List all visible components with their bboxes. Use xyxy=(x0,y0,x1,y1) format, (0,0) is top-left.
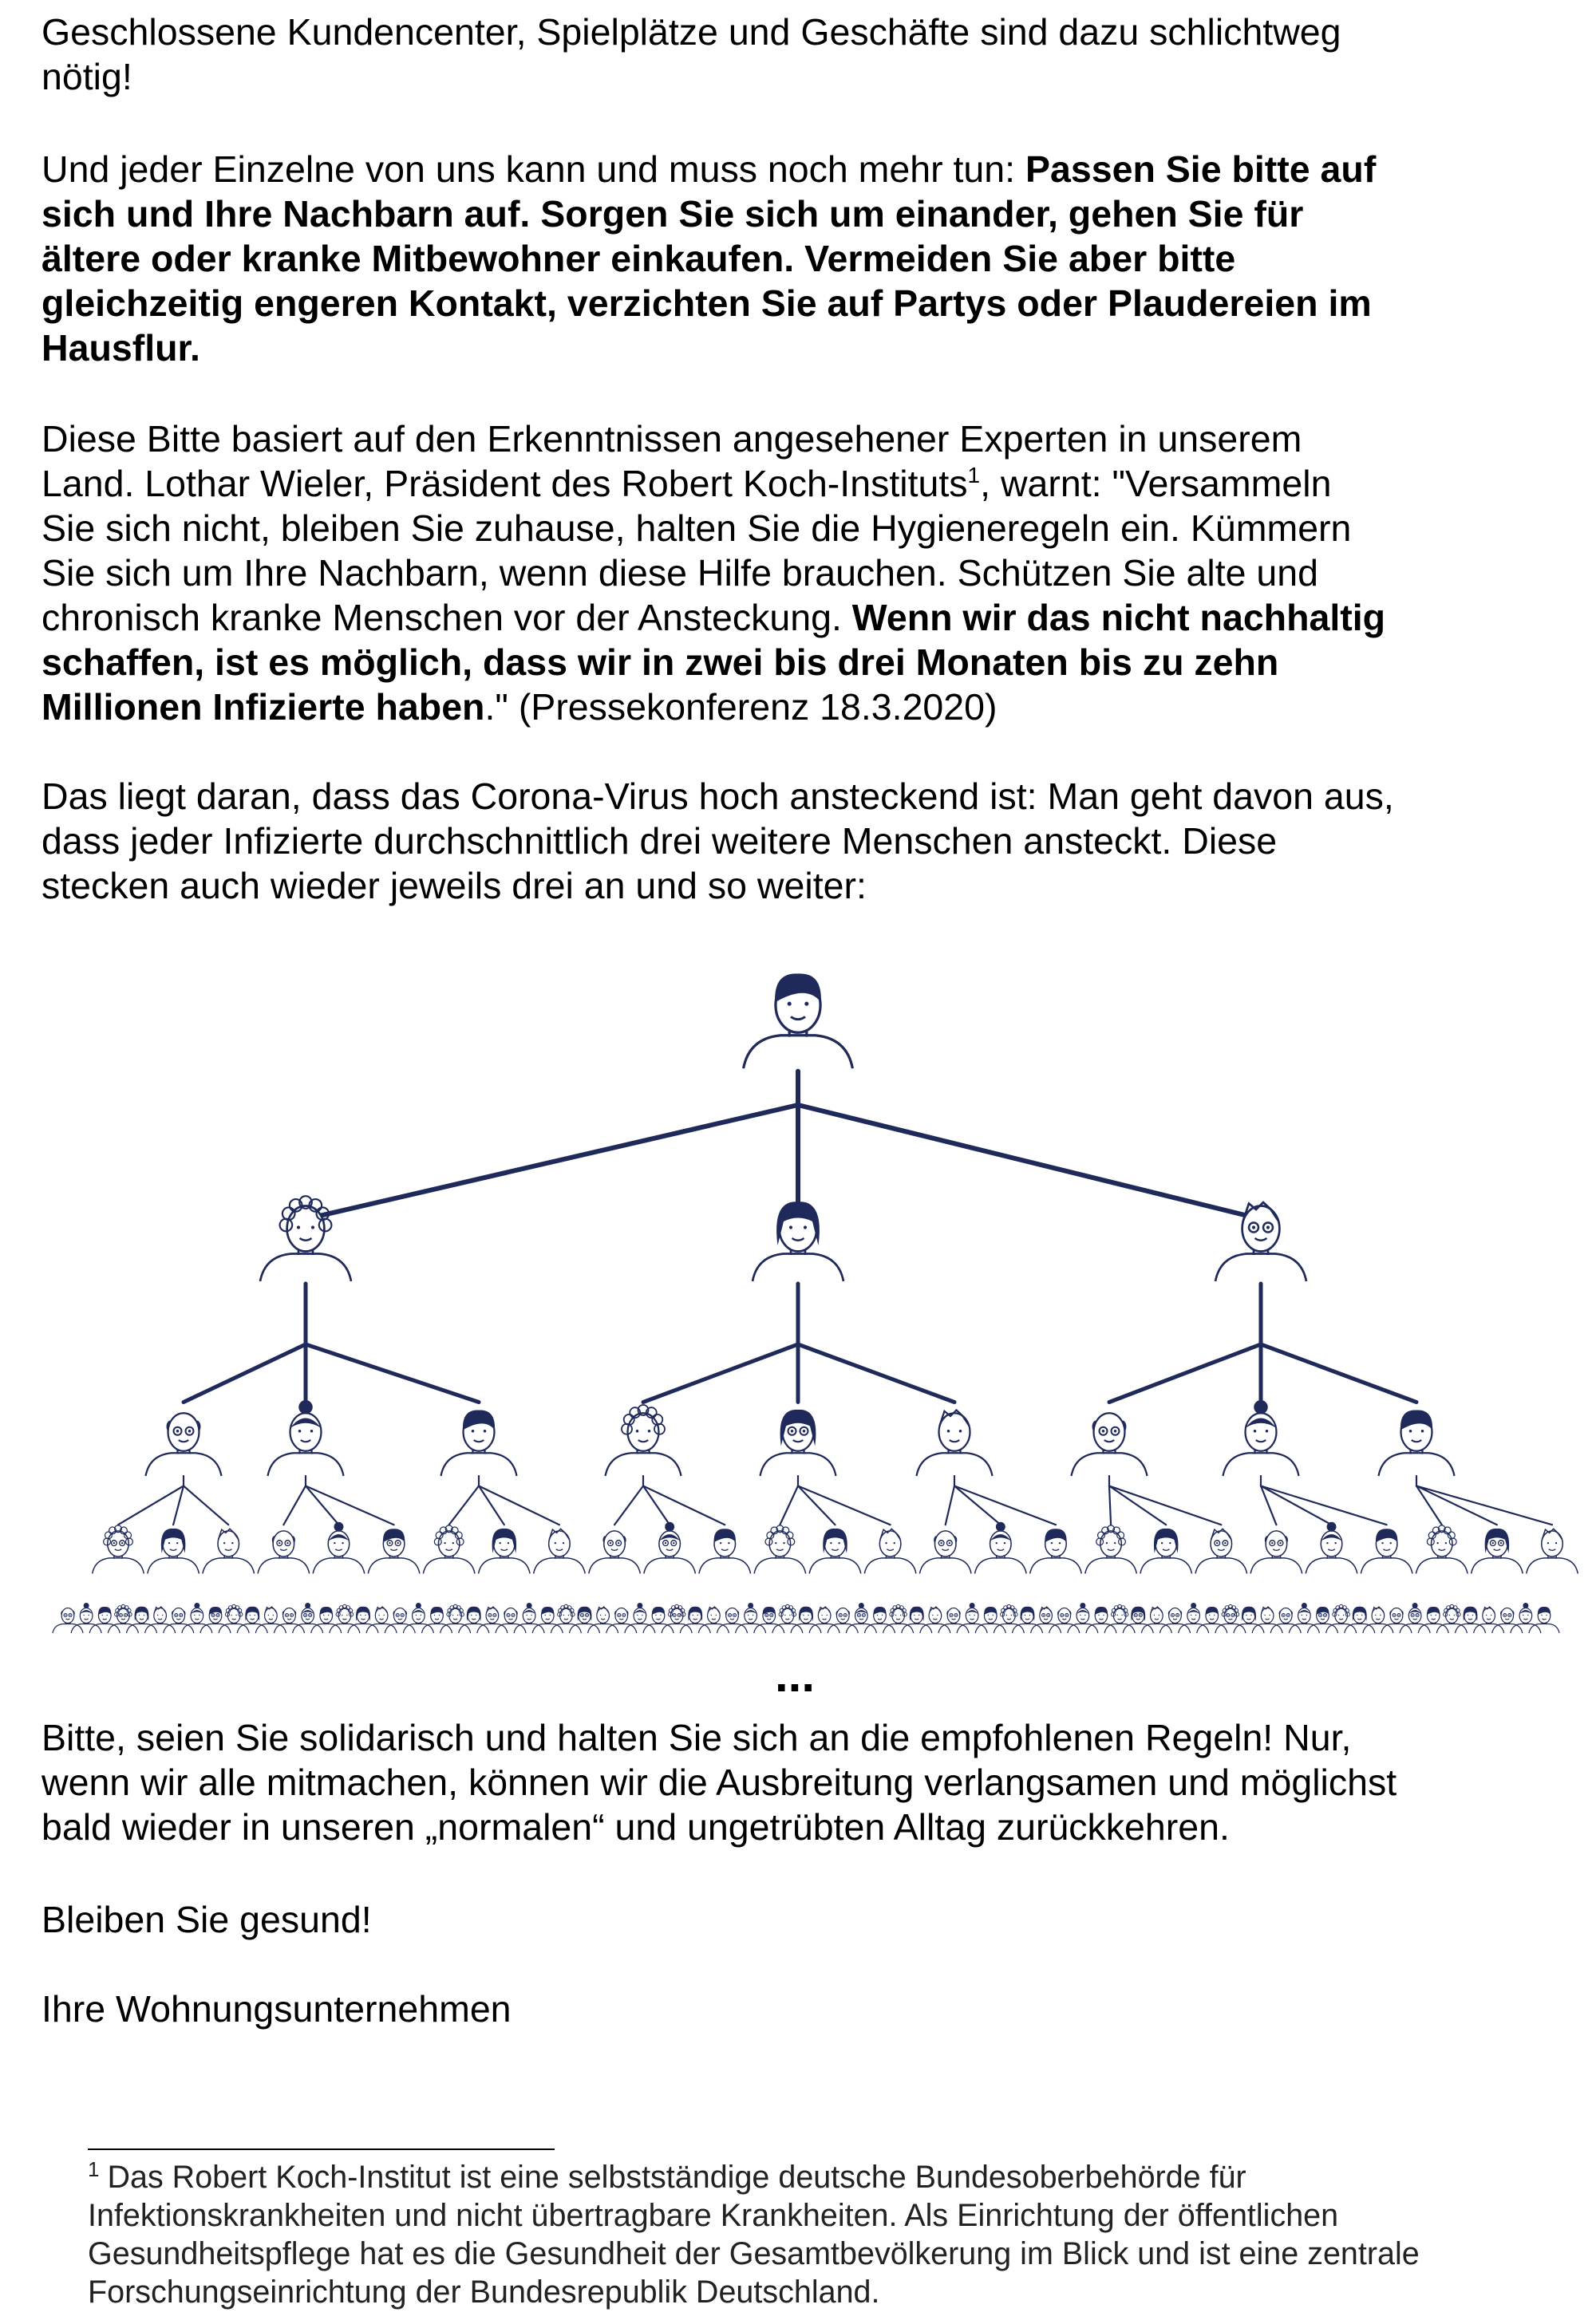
connector-line xyxy=(449,1486,479,1525)
person-icon xyxy=(1250,1531,1302,1574)
person-icon xyxy=(53,1608,83,1634)
person-icon xyxy=(148,1529,200,1573)
connector-line xyxy=(306,1105,798,1219)
person-icon xyxy=(1270,1608,1301,1634)
bold-text-run: sich und Ihre Nachbarn auf. Sorgen Sie sich um einander, gehen Sie für xyxy=(41,193,1304,235)
connector-line xyxy=(643,1344,798,1403)
text-run: Sie sich um Ihre Nachbarn, wenn diese Hilfe brauchen. Schützen Sie alte und xyxy=(41,552,1319,594)
connector-line xyxy=(798,1105,1261,1219)
text-line xyxy=(41,1715,1558,1760)
text-run: Diese Bitte basiert auf den Erkenntnissen angesehener Experten in unserem xyxy=(41,418,1302,460)
person-icon xyxy=(366,1607,397,1633)
person-icon xyxy=(1379,1410,1455,1476)
person-icon xyxy=(1361,1529,1412,1573)
person-icon xyxy=(975,1522,1027,1574)
person-icon xyxy=(994,1604,1024,1633)
person-icon xyxy=(275,1608,305,1634)
person-icon xyxy=(1511,1603,1541,1633)
person-icon xyxy=(917,1411,993,1477)
person-icon xyxy=(1223,1400,1299,1476)
person-icon xyxy=(1104,1604,1135,1633)
text-line xyxy=(41,550,1558,595)
connector-line xyxy=(306,1344,479,1403)
person-icon xyxy=(1140,1529,1192,1573)
connector-line xyxy=(954,1486,1056,1525)
person-icon xyxy=(1072,1413,1148,1476)
connector-line xyxy=(306,1486,338,1525)
text-line xyxy=(41,1760,1558,1805)
person-icon xyxy=(828,1608,858,1634)
person-icon xyxy=(441,1410,517,1476)
person-icon xyxy=(1215,1202,1306,1281)
diagram-ellipsis: ... xyxy=(774,1648,816,1695)
connector-line xyxy=(1261,1486,1276,1525)
text-line xyxy=(41,506,1558,550)
text-run: Ihre Wohnungsunternehmen xyxy=(41,1988,512,2030)
tree-connector-lines xyxy=(118,1071,1552,1525)
text-run: wenn wir alle mitmachen, können wir die Ausbreitung verlangsamen und möglichst xyxy=(41,1762,1397,1803)
text-line xyxy=(41,281,1558,326)
person-icon xyxy=(662,1604,692,1633)
person-icon xyxy=(1492,1608,1523,1634)
text-line xyxy=(41,326,1558,370)
person-icon xyxy=(534,1529,586,1573)
connector-line xyxy=(780,1486,798,1525)
person-icon xyxy=(423,1525,475,1574)
footnote-divider xyxy=(88,2148,555,2150)
text-line xyxy=(41,640,1558,685)
person-icon xyxy=(330,1604,360,1633)
person-icon xyxy=(1289,1603,1319,1633)
person-icon xyxy=(1529,1607,1559,1633)
person-icon xyxy=(753,1201,843,1281)
paragraph-appeal xyxy=(41,147,1558,370)
person-icon xyxy=(477,1607,508,1633)
text-run: , warnt: "Versammeln xyxy=(980,463,1332,504)
person-icon xyxy=(1400,1603,1430,1633)
text-run: stecken auch wieder jeweils drei an und so weiter: xyxy=(41,865,867,906)
person-icon xyxy=(1472,1529,1523,1573)
connector-line xyxy=(946,1486,954,1525)
person-icon xyxy=(809,1607,839,1633)
person-icon xyxy=(479,1529,531,1573)
text-line xyxy=(41,1897,1558,1942)
person-icon xyxy=(514,1603,544,1633)
footnote-text: Das Robert Koch-Institut ist eine selbstständige deutsche Bundesoberbehörde für xyxy=(107,2160,1246,2195)
person-icon xyxy=(403,1603,433,1633)
infection-tree-diagram xyxy=(0,929,1596,1695)
text-line xyxy=(41,1987,1558,2031)
text-line xyxy=(41,774,1558,819)
footnote xyxy=(88,2158,1572,2311)
text-run: Bitte, seien Sie solidarisch und halten Sie sich an die empfohlenen Regeln! Nur, xyxy=(41,1717,1352,1758)
text-line xyxy=(41,819,1558,863)
bold-text-run: Passen Sie bitte auf xyxy=(1025,148,1377,190)
text-run: Sie sich nicht, bleiben Sie zuhause, halten Sie die Hygieneregeln ein. Kümmern xyxy=(41,507,1352,549)
person-icon xyxy=(1085,1525,1137,1574)
person-icon xyxy=(736,1603,766,1633)
text-run: ." (Pressekonferenz 18.3.2020) xyxy=(484,686,998,728)
person-icon xyxy=(883,1604,914,1633)
person-icon xyxy=(920,1607,950,1633)
person-icon xyxy=(772,1604,803,1633)
person-icon xyxy=(589,1531,641,1574)
person-icon xyxy=(1215,1604,1246,1633)
person-icon xyxy=(699,1529,751,1573)
text-line xyxy=(41,54,1558,99)
connector-line xyxy=(1109,1344,1261,1403)
connector-line xyxy=(1261,1486,1387,1525)
person-icon xyxy=(440,1604,471,1633)
person-icon xyxy=(1474,1607,1504,1633)
text-run: Geschlossene Kundencenter, Spielplätze und Geschäfte sind dazu schlichtweg xyxy=(41,11,1341,53)
person-icon xyxy=(846,1603,876,1633)
footnote-line: Forschungseinrichtung der Bundesrepublik Deutschland. xyxy=(88,2275,880,2310)
person-icon xyxy=(1141,1607,1171,1633)
person-icon xyxy=(698,1607,729,1633)
connector-line xyxy=(118,1486,184,1525)
text-line xyxy=(41,461,1558,506)
person-icon xyxy=(219,1604,249,1633)
person-icon xyxy=(1252,1607,1282,1633)
bold-text-run: Hausflur. xyxy=(41,327,200,369)
footnote-reference: 1 xyxy=(967,463,981,487)
person-icon xyxy=(268,1400,344,1476)
person-icon xyxy=(1160,1608,1191,1634)
text-run: Das liegt daran, dass das Corona-Virus hoch ansteckend ist: Man geht davon aus, xyxy=(41,775,1394,817)
text-run: dass jeder Infizierte durchschnittlich drei weitere Menschen ansteckt. Diese xyxy=(41,820,1278,862)
person-icon xyxy=(164,1608,194,1634)
person-icon xyxy=(313,1522,365,1574)
person-icon xyxy=(744,973,853,1068)
footnote-line: Infektionskrankheiten und nicht übertragbare Krankheiten. Als Einrichtung der öffentlichen xyxy=(88,2198,1339,2233)
person-icon xyxy=(203,1529,255,1573)
text-line xyxy=(41,416,1558,461)
person-icon xyxy=(255,1607,286,1633)
text-run: Land. Lothar Wieler, Präsident des Robert Koch-Instituts xyxy=(41,463,968,504)
bold-text-run: gleichzeitig engeren Kontakt, verzichten Sie auf Partys oder Plaudereien im xyxy=(41,282,1372,324)
person-icon xyxy=(1049,1608,1080,1634)
bold-text-run: schaffen, ist es möglich, dass wir in zwei bis drei Monaten bis zu zehn xyxy=(41,641,1279,683)
person-icon xyxy=(606,1405,681,1476)
person-icon xyxy=(1363,1607,1393,1633)
person-icon xyxy=(182,1603,212,1633)
person-icon xyxy=(1527,1529,1578,1573)
connector-line xyxy=(184,1344,306,1403)
text-line xyxy=(41,595,1558,640)
person-icon xyxy=(385,1608,415,1634)
person-icon xyxy=(108,1604,138,1633)
person-icon xyxy=(260,1196,351,1281)
person-icon xyxy=(368,1529,420,1573)
paragraph-closures xyxy=(41,10,1558,99)
tree-people xyxy=(53,973,1578,1633)
person-icon xyxy=(1306,1522,1357,1574)
bold-text-run: Wenn wir das nicht nachhaltig xyxy=(851,597,1386,638)
person-icon xyxy=(1068,1603,1098,1633)
paragraph-infection-explanation xyxy=(41,774,1558,908)
signature-line xyxy=(41,1987,1558,2031)
footnote-line: Gesundheitspflege hat es die Gesundheit der Gesamtbevölkerung im Blick und ist eine zentrale xyxy=(88,2236,1420,2271)
person-icon xyxy=(588,1607,618,1633)
text-line xyxy=(41,236,1558,281)
person-icon xyxy=(1179,1603,1209,1633)
text-run: nötig! xyxy=(41,56,132,97)
person-icon xyxy=(1381,1608,1412,1634)
person-icon xyxy=(145,1607,176,1633)
person-icon xyxy=(1195,1529,1247,1573)
person-icon xyxy=(606,1608,637,1634)
person-icon xyxy=(760,1410,836,1476)
text-line xyxy=(41,10,1558,54)
connector-line xyxy=(798,1486,891,1525)
person-icon xyxy=(1416,1525,1468,1574)
connector-line xyxy=(954,1486,1001,1525)
connector-line xyxy=(1109,1486,1221,1525)
footnote-marker: 1 xyxy=(88,2157,100,2181)
connector-line xyxy=(798,1344,954,1403)
person-icon xyxy=(717,1608,748,1634)
person-icon xyxy=(957,1603,987,1633)
text-line xyxy=(41,1805,1558,1849)
person-icon xyxy=(293,1603,323,1633)
text-run: Und jeder Einzelne von uns kann und muss noch mehr tun: xyxy=(41,148,1025,190)
person-icon xyxy=(625,1603,655,1633)
person-icon xyxy=(1030,1529,1082,1573)
person-icon xyxy=(93,1525,144,1574)
text-run: bald wieder in unseren „normalen“ und ungetrübten Alltag zurückkehren. xyxy=(41,1806,1230,1848)
text-run: chronisch kranke Menschen vor der Ansteckung. xyxy=(41,597,852,638)
connector-line xyxy=(1109,1486,1166,1525)
paragraph-stay-healthy xyxy=(41,1897,1558,1942)
footnote-line xyxy=(88,2158,1572,2196)
person-icon xyxy=(146,1413,222,1476)
person-icon xyxy=(809,1529,861,1573)
text-line xyxy=(41,147,1558,191)
connector-line xyxy=(306,1486,394,1525)
person-icon xyxy=(919,1531,971,1574)
person-icon xyxy=(1436,1604,1467,1633)
text-run: Bleiben Sie gesund! xyxy=(41,1899,372,1940)
connector-line xyxy=(1261,1344,1416,1403)
person-icon xyxy=(1031,1607,1061,1633)
text-line xyxy=(41,191,1558,236)
bold-text-run: ältere oder kranke Mitbewohner einkaufen. Vermeiden Sie aber bitte xyxy=(41,238,1236,279)
person-icon xyxy=(496,1608,526,1634)
connector-line xyxy=(283,1486,306,1525)
person-icon xyxy=(258,1531,310,1574)
person-icon xyxy=(938,1608,969,1634)
connector-line xyxy=(1109,1486,1111,1525)
connector-line xyxy=(798,1486,836,1525)
paragraph-expert-quote xyxy=(41,416,1558,729)
paragraph-solidarity xyxy=(41,1715,1558,1849)
person-icon xyxy=(864,1529,916,1573)
person-icon xyxy=(71,1603,101,1633)
connector-line xyxy=(614,1486,643,1525)
connector-line xyxy=(184,1486,228,1525)
person-icon xyxy=(551,1604,581,1633)
person-icon xyxy=(1326,1604,1357,1633)
person-icon xyxy=(754,1525,806,1574)
person-icon xyxy=(644,1522,696,1574)
bold-text-run: Millionen Infizierte haben xyxy=(41,686,485,728)
text-line xyxy=(41,863,1558,908)
text-line xyxy=(41,685,1558,729)
